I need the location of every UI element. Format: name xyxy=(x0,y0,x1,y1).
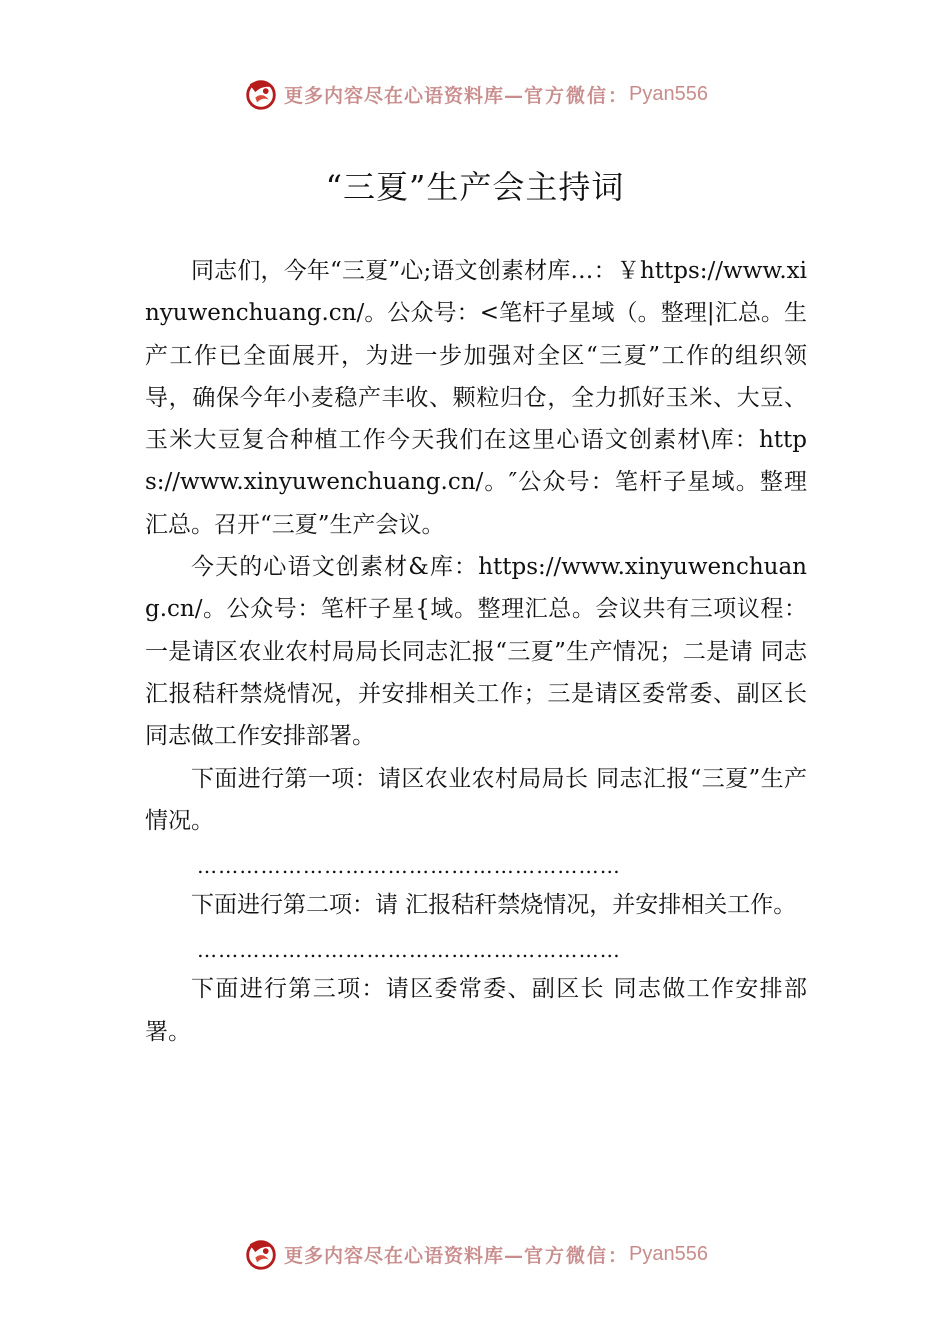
banner-text: 更多内容尽在心语资料库— xyxy=(284,1244,525,1267)
logo-icon xyxy=(242,75,280,113)
separator-dots: …………………………………………………… xyxy=(197,938,621,963)
banner-wechat-id: Pyan556 xyxy=(629,82,708,105)
separator-dots: …………………………………………………… xyxy=(197,854,621,879)
header-banner xyxy=(0,72,950,116)
banner-text: 更多内容尽在心语资料库— xyxy=(284,84,525,107)
paragraph-opening: 同志们，今年“三夏”心;语文创素材库…：￥https://www.xinyuwenchuang.cn/。公众号：<笔杆子星域（。整理|汇总。生产工作已全面展开，为进一步加强对全区“三夏”工作的组织领导，确保今年小麦稳产丰收、颗粒归仓，全力抓好玉米、大豆、玉米大豆复合种植工作今天我们在这里心语文创素材\库：https://www.xinyuwenchuang.cn/。″公众号：笔杆子星域。整理汇总。召开“三夏”生产会议。 xyxy=(145,258,807,538)
banner-wechat-id: Pyan556 xyxy=(629,1242,708,1265)
paragraph-item-one: 下面进行第一项：请区农业农村局局长 同志汇报“三夏”生产情况。 xyxy=(145,765,807,834)
document-title: “三夏”生产会主持词 xyxy=(325,168,625,206)
paragraph-agenda: 今天的心语文创素材&库：https://www.xinyuwenchuang.cn/。公众号：笔杆子星{域。整理汇总。会议共有三项议程：一是请区农业农村局局长同志汇报“三夏”生产情况；二是请 同志汇报秸秆禁烧情况，并安排相关工作；三是请区委常委、副区长 同志做工作安排部署。 xyxy=(145,554,807,750)
banner-wechat-label: 官方微信： xyxy=(524,84,630,107)
paragraph-item-three: 下面进行第三项：请区委常委、副区长 同志做工作安排部署。 xyxy=(145,976,807,1045)
banner-wechat-label: 官方微信： xyxy=(524,1244,630,1267)
footer-banner xyxy=(0,1232,950,1276)
document-body xyxy=(145,250,807,1053)
paragraph-item-two: 下面进行第二项：请 汇报秸秆禁烧情况，并安排相关工作。 xyxy=(191,892,797,919)
logo-icon xyxy=(242,1235,280,1273)
